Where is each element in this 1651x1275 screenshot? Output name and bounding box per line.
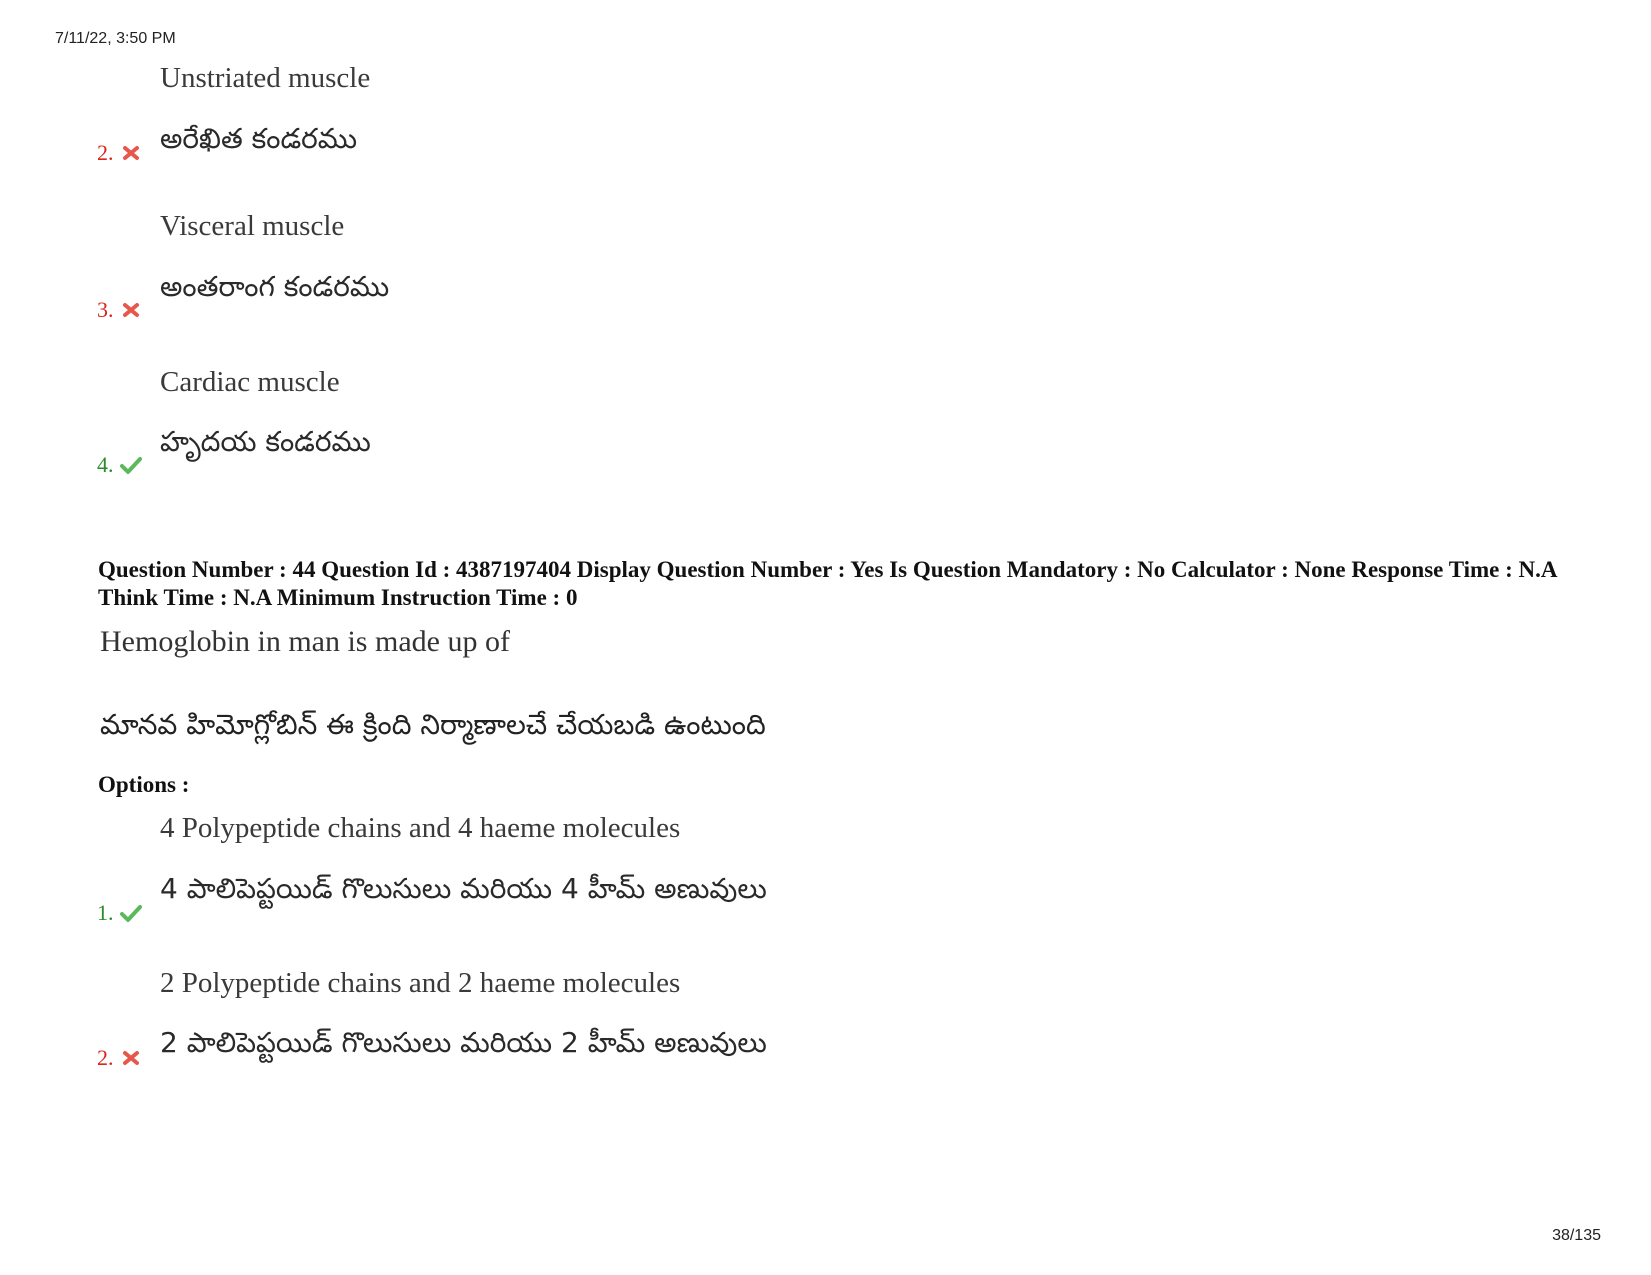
option-1-number: 1.	[97, 900, 114, 925]
prev-option-2-marker	[97, 140, 142, 166]
checkmark-icon	[120, 903, 142, 923]
prev-option-3-telugu: అంతరాంగ కండరము	[160, 270, 390, 303]
prev-option-4-telugu: హృదయ కండరము	[160, 425, 371, 458]
prev-option-3-english: Visceral muscle	[160, 210, 345, 242]
prev-option-2-telugu: అరేఖిత కండరము	[160, 122, 358, 155]
cross-icon	[120, 1048, 142, 1068]
print-timestamp: 7/11/22, 3:50 PM	[55, 30, 176, 47]
prev-option-4-marker	[97, 452, 142, 478]
prev-option-4-number: 4.	[97, 452, 114, 477]
page-number: 38/135	[1552, 1227, 1601, 1244]
prev-option-2-english: Unstriated muscle	[160, 62, 371, 94]
option-2-number: 2.	[97, 1045, 114, 1070]
prev-option-3-marker	[97, 297, 142, 323]
prev-option-3-number: 3.	[97, 297, 114, 322]
options-label: Options :	[98, 772, 190, 797]
cross-icon	[120, 143, 142, 163]
option-2-marker	[97, 1045, 142, 1071]
checkmark-icon	[120, 455, 142, 475]
option-1-marker	[97, 900, 142, 926]
prev-option-2-number: 2.	[97, 140, 114, 165]
option-1-english: 4 Polypeptide chains and 4 haeme molecules	[160, 812, 681, 844]
option-1-telugu: 4 పాలిపెప్టయిడ్ గొలుసులు మరియు 4 హీమ్ అణువులు	[160, 872, 767, 905]
question-text-english: Hemoglobin in man is made up of	[100, 625, 510, 658]
question-metadata: Question Number : 44 Question Id : 4387197404 Display Question Number : Yes Is Question Mandatory : No Calculator : None Response Time : N.A Think Time : N.A Minimum Instruction Time : 0	[98, 557, 1557, 610]
prev-option-4-english: Cardiac muscle	[160, 366, 340, 398]
option-2-telugu: 2 పాలిపెప్టయిడ్ గొలుసులు మరియు 2 హీమ్ అణువులు	[160, 1026, 767, 1059]
option-2-english: 2 Polypeptide chains and 2 haeme molecules	[160, 967, 681, 999]
cross-icon	[120, 300, 142, 320]
question-text-telugu: మానవ హిమోగ్లోబిన్ ఈ క్రింది నిర్మాణాలచే చేయబడి ఉంటుంది	[100, 708, 766, 741]
